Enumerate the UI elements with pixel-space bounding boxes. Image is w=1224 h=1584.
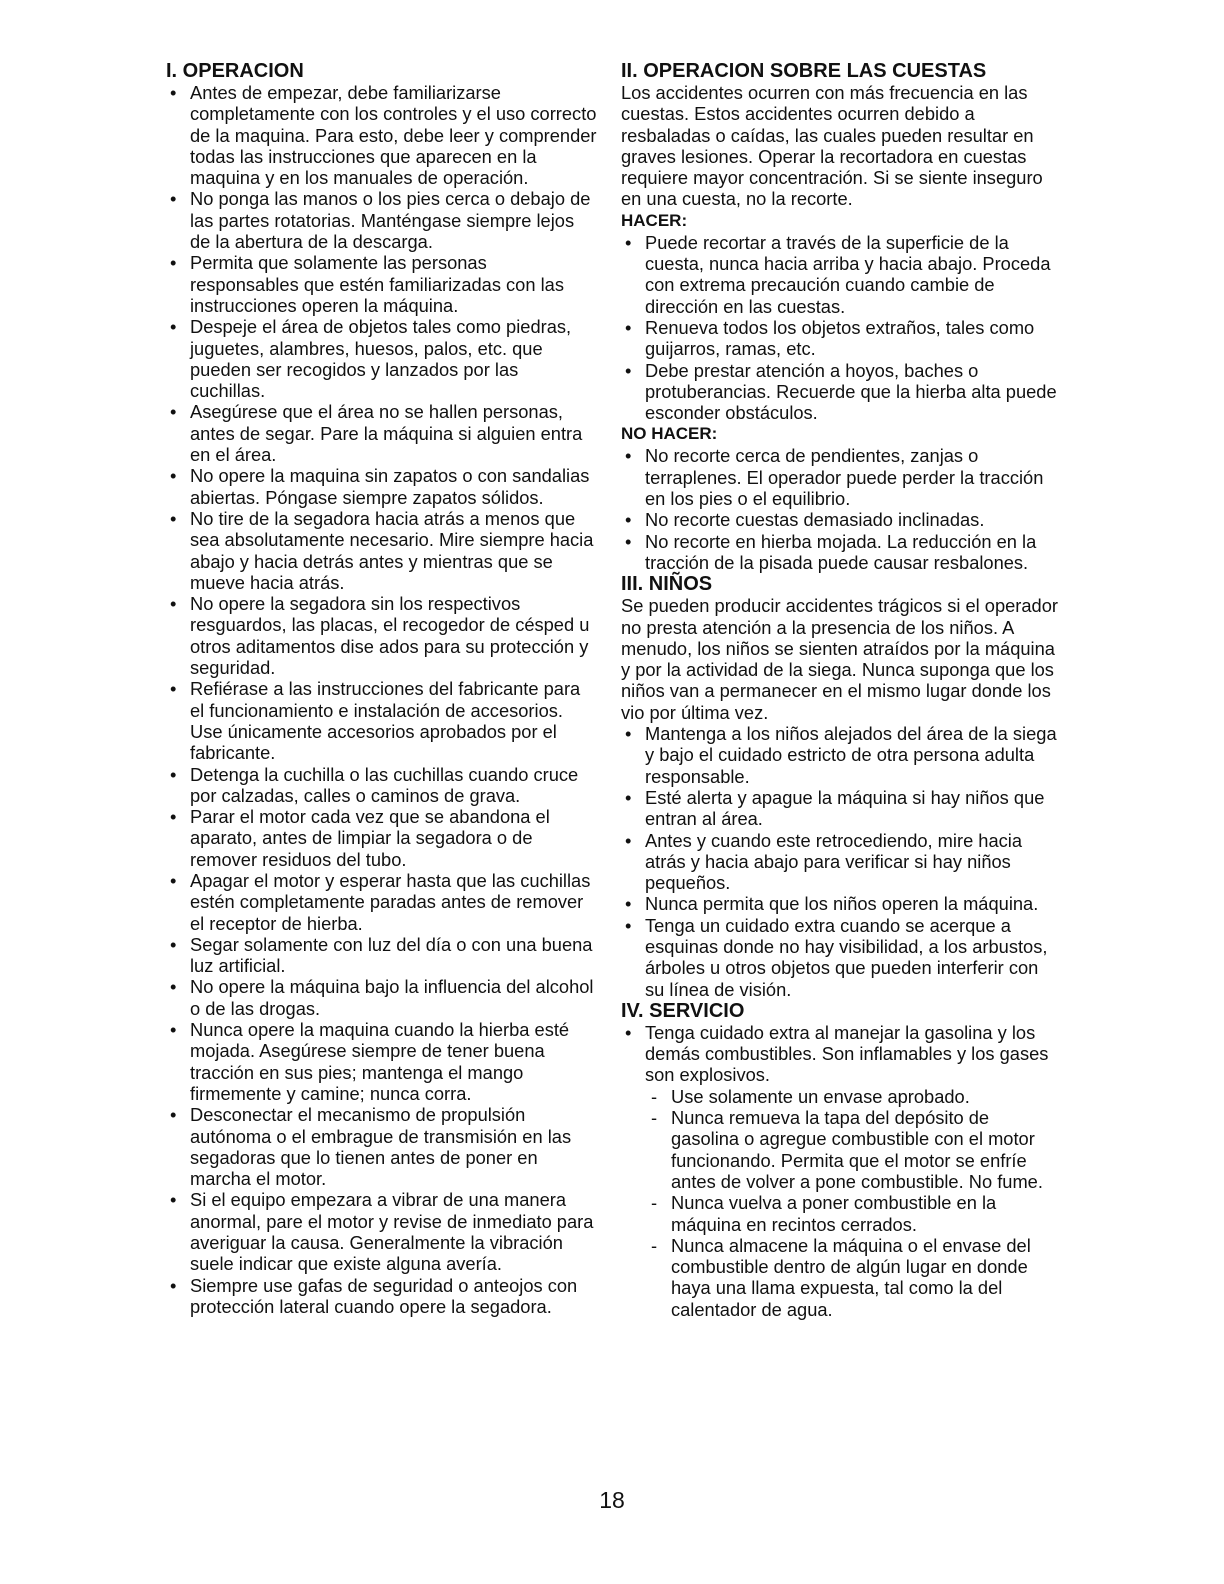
list-item: • Si el equipo empezara a vibrar de una manera anormal, pare el motor y revise de inmediato para averiguar la causa. Generalmente la vibración suele indicar que existe alguna avería. [166,1189,598,1274]
page-number: 18 [599,1487,625,1513]
hacer-list [621,232,1059,424]
list-item: • Segar solamente con luz del día o con una buena luz artificial. [166,934,598,977]
list-item: • No opere la segadora sin los respectivos resguardos, las placas, el recogedor de césped u otros aditamentos dise ados para su protección y seguridad. [166,593,598,678]
servicio-sublist [621,1086,1059,1320]
list-item: • Tenga un cuidado extra cuando se acerque a esquinas donde no hay visibilidad, a los arbustos, árboles u otros objetos que pueden interferir con su línea de visión. [621,915,1059,1000]
list-item: • No opere la maquina sin zapatos o con sandalias abiertas. Póngase siempre zapatos sólidos. [166,465,598,508]
section-cuestas-intro: Los accidentes ocurren con más frecuencia en las cuestas. Estos accidentes ocurren debido a resbaladas o caídas, las cuales pueden resultar en graves lesiones. Operar la recortadora en cuestas requiere mayor concentración. Si se siente inseguro en una cuesta, no la recorte. [621,82,1043,210]
list-item: • Renueva todos los objetos extraños, tales como guijarros, ramas, etc. [621,317,1059,360]
list-item: • Parar el motor cada vez que se abandona el aparato, antes de limpiar la segadora o de remover residuos del tubo. [166,806,598,870]
list-item: • Nunca opere la maquina cuando la hierba esté mojada. Asegúrese siempre de tener buena tracción en sus pies; mantenga el mango firmemente y camine; nunca corra. [166,1019,598,1104]
list-item: • No ponga las manos o los pies cerca o debajo de las partes rotatorias. Manténgase siempre lejos de la abertura de la descarga. [166,188,598,252]
sub-list-item: - Use solamente un envase aprobado. [621,1086,1059,1107]
section-operacion-title: I. OPERACION [166,60,304,82]
list-item: • Siempre use gafas de seguridad o anteojos con protección lateral cuando opere la segadora. [166,1275,598,1318]
list-item: • Antes de empezar, debe familiarizarse completamente con los controles y el uso correcto de la maquina. Para esto, debe leer y comprender todas las instrucciones que aparecen en la maquina y en los manuales de operación. [166,82,598,188]
hacer-heading: HACER: [621,210,688,230]
ninos-list [621,723,1059,1000]
list-item: • Nunca permita que los niños operen la máquina. [621,893,1059,914]
section-servicio-title: IV. SERVICIO [621,999,745,1022]
list-item: • No recorte cuestas demasiado inclinadas. [621,509,1059,530]
list-item: • Puede recortar a través de la superficie de la cuesta, nunca hacia arriba y hacia abajo. Proceda con extrema precaución cuando cambie de dirección en las cuestas. [621,232,1059,317]
list-item: • Permita que solamente las personas responsables que estén familiarizadas con las instrucciones operen la máquina. [166,252,598,316]
list-item: • No opere la máquina bajo la influencia del alcohol o de las drogas. [166,976,598,1019]
list-item: • No tire de la segadora hacia atrás a menos que sea absolutamente necesario. Mire siempre hacia abajo y hacia detrás antes y mientras que se mueve hacia atrás. [166,508,598,593]
list-item: • Desconectar el mecanismo de propulsión autónoma o el embrague de transmisión en las segadoras que lo tienen antes de poner en marcha el motor. [166,1104,598,1189]
sub-list-item: - Nunca vuelva a poner combustible en la máquina en recintos cerrados. [621,1192,1059,1235]
list-item: • No recorte en hierba mojada. La reducción en la tracción de la pisada puede causar resbalones. [621,531,1059,574]
right-column [621,60,1059,1320]
left-column [166,60,598,1317]
sub-list-item: - Nunca almacene la máquina o el envase del combustible dentro de algún lugar en donde haya una llama expuesta, tal como la del calentador de agua. [621,1235,1059,1320]
section-ninos-title: III. NIÑOS [621,573,713,596]
list-item: • Esté alerta y apague la máquina si hay niños que entran al área. [621,787,1059,830]
list-item: • Despeje el área de objetos tales como piedras, juguetes, alambres, huesos, palos, etc. que pueden ser recogidos y lanzados por las cuchillas. [166,316,598,401]
list-item: • Debe prestar atención a hoyos, baches o protuberancias. Recuerde que la hierba alta puede esconder obstáculos. [621,360,1059,424]
list-item: • Mantenga a los niños alejados del área de la siega y bajo el cuidado estricto de otra persona adulta responsable. [621,723,1059,787]
list-item: • Detenga la cuchilla o las cuchillas cuando cruce por calzadas, calles o caminos de grava. [166,764,598,807]
servicio-list [621,1022,1059,1086]
sub-list-item: - Nunca remueva la tapa del depósito de gasolina o agregue combustible con el motor funcionando. Permita que el motor se enfríe antes de volver a pone combustible. No fume. [621,1107,1059,1192]
no-hacer-heading: NO HACER: [621,424,718,444]
list-item: • Antes y cuando este retrocediendo, mire hacia atrás y hacia abajo para verificar si hay niños pequeños. [621,830,1059,894]
list-item: • Refiérase a las instrucciones del fabricante para el funcionamiento e instalación de accesorios. Use únicamente accesorios aprobados por el fabricante. [166,678,598,763]
no-hacer-list [621,445,1059,573]
operacion-list [166,82,598,1317]
list-item: • Tenga cuidado extra al manejar la gasolina y los demás combustibles. Son inflamables y los gases son explosivos. [621,1022,1059,1086]
list-item: • Apagar el motor y esperar hasta que las cuchillas estén completamente paradas antes de remover el receptor de hierba. [166,870,598,934]
list-item: • No recorte cerca de pendientes, zanjas o terraplenes. El operador puede perder la tracción en los pies o el equilibrio. [621,445,1059,509]
list-item: • Asegúrese que el área no se hallen personas, antes de segar. Pare la máquina si alguien entra en el área. [166,401,598,465]
section-cuestas-title: II. OPERACION SOBRE LAS CUESTAS [621,60,987,82]
section-ninos-intro: Se pueden producir accidentes trágicos si el operador no presta atención a la presencia de los niños. A menudo, los niños se sienten atraídos por la máquina y por la actividad de la siega. Nunca suponga que los niños van a permanecer en el mismo lugar donde los vio por última vez. [621,595,1058,723]
